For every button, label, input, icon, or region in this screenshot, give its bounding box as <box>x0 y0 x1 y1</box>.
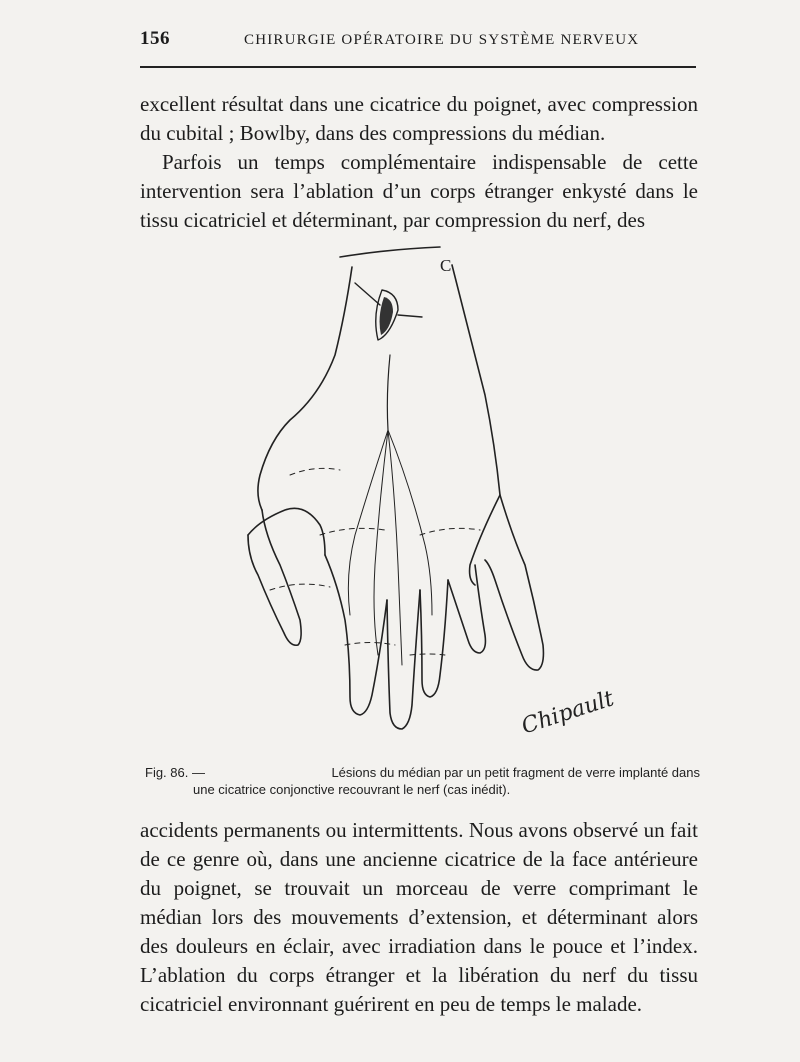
crease-dashed <box>410 654 445 655</box>
incision-fill <box>380 297 393 335</box>
caption-label: Fig. 86. — <box>145 765 205 780</box>
paragraph: accidents permanents ou intermittents. Nous avons observé un fait de ce genre où, dans une ancienne cicatrice de la face antérieure du poignet, se trouvait un morceau de verre comprimant le médian lors des mouvements d’extension, et déterminant alors des douleurs en éclair, avec irradiation dans le pouce et l’index. L’ablation du corps étranger et la libération du nerf du tissu cicatriciel environnant guérirent en peu de temps le malade. <box>140 818 698 1016</box>
running-title: CHIRURGIE OPÉRATOIRE DU SYSTÈME NERVEUX <box>244 32 640 48</box>
hand-drawing <box>140 235 700 757</box>
forearm-right-outline <box>452 265 543 670</box>
caption-line-2: une cicatrice conjonctive recouvrant le nerf (cas inédit). <box>193 782 511 797</box>
nerve-branch <box>348 430 388 615</box>
middle-finger-outline <box>387 590 420 729</box>
figure-caption <box>145 764 700 798</box>
wrist-line <box>340 247 440 257</box>
artist-signature: Chipault <box>518 686 618 740</box>
header-rule <box>140 66 696 68</box>
crease-dashed <box>420 528 480 535</box>
figure-hand-illustration <box>140 235 700 757</box>
caption-line-1: Lésions du médian par un petit fragment de verre implanté dans <box>331 765 700 780</box>
crease-dashed <box>270 584 330 590</box>
page-header <box>140 28 696 60</box>
nerve-branch <box>388 430 432 615</box>
text-block-bottom <box>140 816 698 1019</box>
paragraph-continuation: excellent résultat dans une cicatrice du poignet, avec compression du cubital ; Bowlby, dans des compressions du médian. <box>140 92 698 145</box>
text-block-top <box>140 90 698 235</box>
figure-letter-label: C <box>440 256 452 275</box>
page-number: 156 <box>140 28 170 49</box>
little-finger-outline <box>448 565 485 653</box>
forearm-left-outline <box>258 267 352 510</box>
nerve-trunk <box>387 355 390 430</box>
nerve-branch <box>374 430 388 655</box>
retractor-left <box>355 283 380 305</box>
nerve-branch <box>388 430 402 665</box>
thumb-inner-line <box>248 508 325 555</box>
index-finger-outline <box>325 555 387 715</box>
retractor-right <box>398 315 422 317</box>
paragraph: Parfois un temps complémentaire indispensable de cette intervention sera l’ablation d’un corps étranger enkysté dans le tissu cicatriciel et déterminant, par compression du nerf, des <box>140 150 698 232</box>
crease-dashed <box>290 468 340 475</box>
palm-right-outline <box>470 495 500 585</box>
thumb-outline <box>248 510 301 645</box>
ring-finger-outline <box>420 580 448 697</box>
crease-dashed <box>320 528 385 535</box>
